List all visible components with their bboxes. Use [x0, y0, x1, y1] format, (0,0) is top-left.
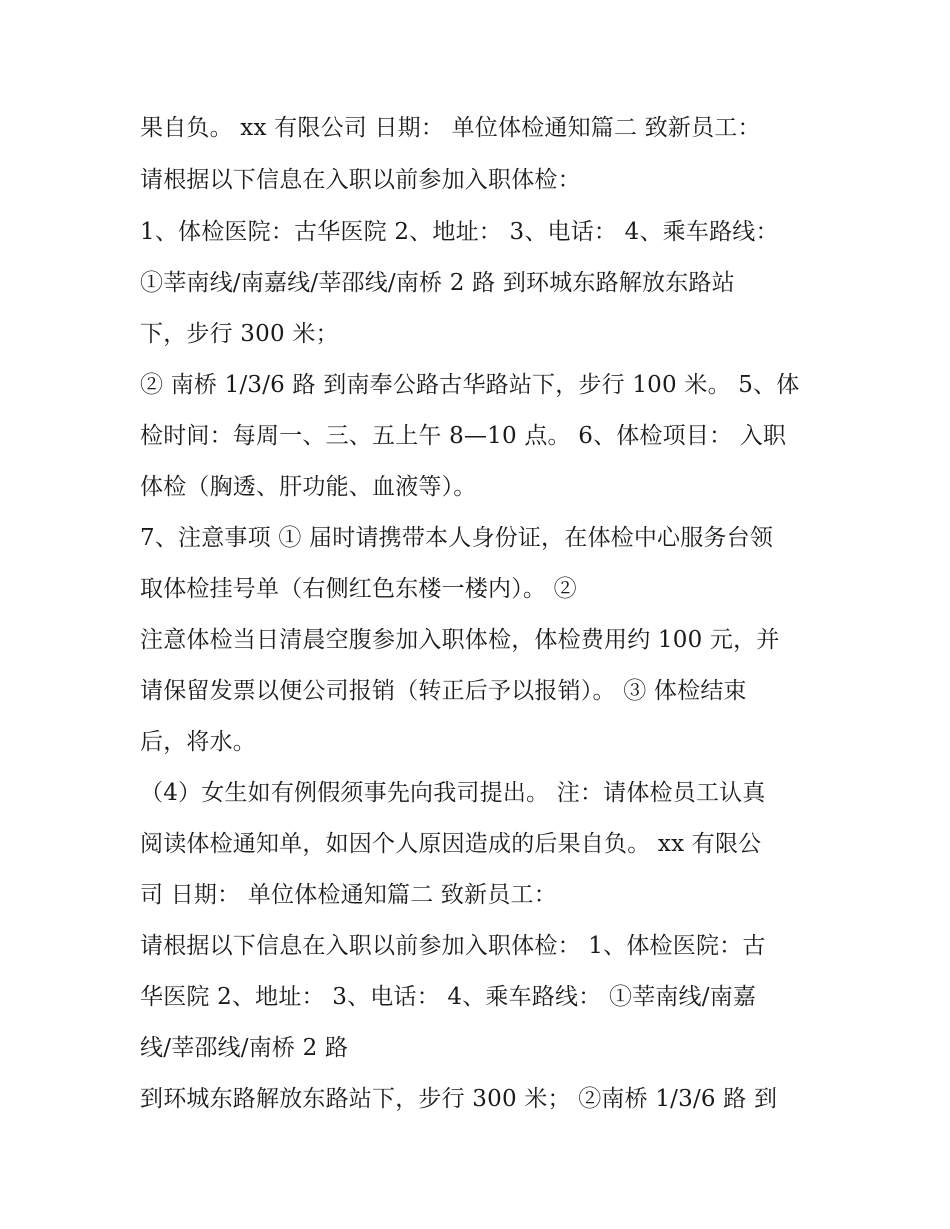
text-line: 线/莘邵线/南桥 2 路 [140, 1035, 349, 1061]
text-line: （4）女生如有例假须事先向我司提出。 注：请体检员工认真 [140, 780, 766, 806]
text-line: 1、体检医院：古华医院 2、地址： 3、电话： 4、乘车路线： [140, 219, 779, 245]
text-line: 检时间：每周一、三、五上午 8—10 点。 6、体检项目： 入职 [140, 423, 787, 449]
text-line: 请根据以下信息在入职以前参加入职体检： [140, 167, 581, 193]
text-line: 司 日期： 单位体检通知篇二 致新员工： [140, 882, 557, 908]
text-line: 取体检挂号单（右侧红色东楼一楼内）。 ② [140, 576, 577, 602]
text-line: 体检（胸透、肝功能、血液等）。 [140, 474, 477, 500]
text-line: 请保留发票以便公司报销（转正后予以报销）。 ③ 体检结束 [140, 678, 747, 704]
text-line: 7、注意事项 ① 届时请携带本人身份证，在体检中心服务台领 [140, 525, 774, 551]
text-line: ② 南桥 1/3/6 路 到南奉公路古华路站下，步行 100 米。 5、体 [140, 372, 800, 398]
text-line: 华医院 2、地址： 3、电话： 4、乘车路线： ①莘南线/南嘉 [140, 984, 757, 1010]
text-line: 到环城东路解放东路站下，步行 300 米； ②南桥 1/3/6 路 到 [140, 1086, 778, 1112]
text-line: 注意体检当日清晨空腹参加入职体检，体检费用约 100 元，并 [140, 627, 780, 653]
text-line: 果自负。 xx 有限公司 日期： 单位体检通知篇二 致新员工： [140, 115, 761, 141]
text-line: 后，将水。 [140, 729, 256, 755]
text-line: 阅读体检通知单，如因个人原因造成的后果自负。 xx 有限公 [140, 831, 762, 857]
text-line: ①莘南线/南嘉线/莘邵线/南桥 2 路 到环城东路解放东路站 [140, 270, 735, 296]
text-line: 请根据以下信息在入职以前参加入职体检： 1、体检医院：古 [140, 933, 766, 959]
text-line: 下，步行 300 米； [140, 321, 339, 347]
